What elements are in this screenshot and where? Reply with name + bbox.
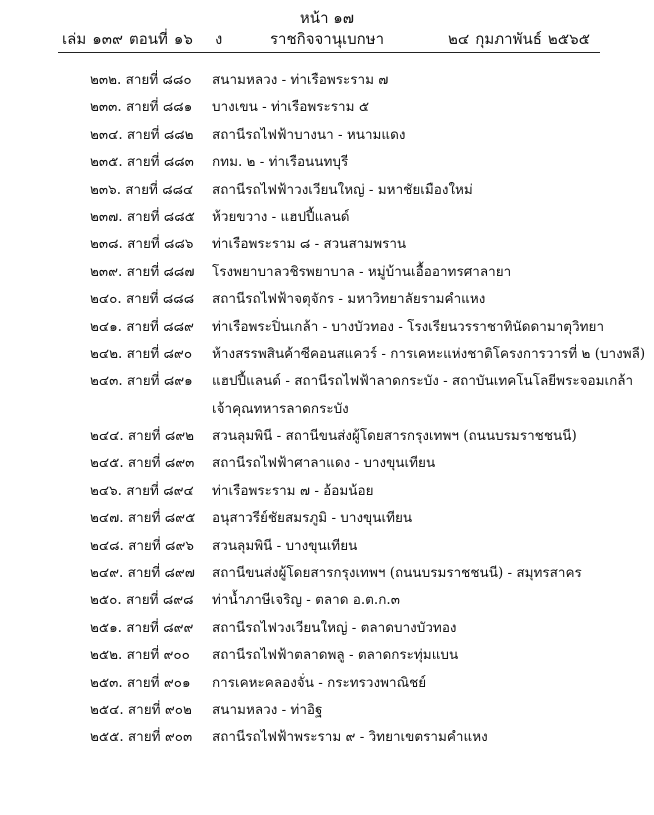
route-description-line: สนามหลวง - ท่าเรือพระราม ๗ xyxy=(212,72,389,88)
route-description xyxy=(212,177,612,204)
route-number: ๒๕๔. สายที่ ๙๐๒ xyxy=(90,702,192,718)
route-description-line: ห้วยขวาง - แฮปปี้แลนด์ xyxy=(212,208,350,225)
route-row xyxy=(0,67,654,94)
route-row xyxy=(0,314,654,341)
route-number: ๒๔๘. สายที่ ๘๙๖ xyxy=(90,537,194,554)
route-row xyxy=(0,478,654,505)
route-number: ๒๔๗. สายที่ ๘๙๕ xyxy=(90,510,196,527)
route-row xyxy=(0,286,654,313)
route-row xyxy=(0,587,654,614)
route-description xyxy=(212,122,612,149)
date-year: ๒๕๖๕ xyxy=(547,30,590,48)
route-number: ๒๕๕. สายที่ ๙๐๓ xyxy=(90,729,193,746)
route-row xyxy=(0,670,654,697)
route-description xyxy=(212,697,612,724)
route-row xyxy=(0,149,654,176)
route-number: ๒๓๖. สายที่ ๘๘๔ xyxy=(90,181,194,198)
route-description xyxy=(212,341,646,368)
route-description-line: ท่าเรือพระราม ๗ - อ้อมน้อย xyxy=(212,482,374,499)
route-description-line: ท่าเรือพระราม ๘ - สวนสามพราน xyxy=(212,236,407,253)
route-description-line: ห้างสรรพสินค้าซีคอนสแควร์ - การเคหะแห่งชาติโครงการวารที่ ๒ (บางพลี) xyxy=(212,345,646,362)
route-row xyxy=(0,231,654,258)
route-description-line: สวนลุมพินี - บางขุนเทียน xyxy=(212,537,358,554)
route-description-line: สถานีขนส่งผู้โดยสารกรุงเทพฯ (ถนนบรมราชชนนี) - สมุทรสาคร xyxy=(212,565,582,582)
route-description xyxy=(212,259,612,286)
route-description xyxy=(212,423,612,450)
route-description-line: โรงพยาบาลวชิรพยาบาล - หมู่บ้านเอื้ออาทรศาลายา xyxy=(212,263,512,280)
route-row xyxy=(0,122,654,149)
publication-title: ราชกิจจานุเบกษา xyxy=(269,30,385,48)
volume-number: ๑๓๙ xyxy=(92,30,123,48)
route-number: ๒๔๓. สายที่ ๘๙๑ xyxy=(90,373,193,390)
route-number: ๒๔๐. สายที่ ๘๘๘ xyxy=(90,291,195,308)
route-description xyxy=(212,94,612,121)
date-day: ๒๔ xyxy=(448,30,470,48)
route-description-line: สวนลุมพินี - สถานีขนส่งผู้โดยสารกรุงเทพฯ (ถนนบรมราชชนนี) xyxy=(212,428,577,445)
route-number: ๒๓๔. สายที่ ๘๘๒ xyxy=(90,126,194,143)
section-label: ตอนที่ xyxy=(128,30,168,48)
route-description xyxy=(212,615,612,642)
route-description xyxy=(212,642,612,669)
route-description-line: สถานีรถไฟวงเวียนใหญ่ - ตลาดบางบัวทอง xyxy=(212,619,457,636)
route-description xyxy=(212,478,612,505)
route-description-line: ท่าเรือพระปิ่นเกล้า - บางบัวทอง - โรงเรียนวรราชาทินัดดามาตุวิทยา xyxy=(212,318,605,335)
route-description xyxy=(212,670,612,697)
route-description xyxy=(212,314,612,341)
header-divider xyxy=(58,52,600,53)
route-description-line: สถานีรถไฟฟ้าวงเวียนใหญ่ - มหาชัยเมืองใหม่ xyxy=(212,181,473,198)
route-description xyxy=(212,533,612,560)
gazette-header xyxy=(0,28,654,50)
route-row xyxy=(0,204,654,231)
route-row xyxy=(0,423,654,450)
publication-date xyxy=(442,28,590,50)
section-number: ๑๖ xyxy=(173,30,193,48)
route-description-line: กทม. ๒ - ท่าเรือนนทบุรี xyxy=(212,154,349,171)
route-description xyxy=(212,450,612,477)
route-number: ๒๕๓. สายที่ ๙๐๑ xyxy=(90,674,191,691)
route-description-line: อนุสาวรีย์ชัยสมรภูมิ - บางขุนเทียน xyxy=(212,510,413,527)
route-number: ๒๓๕. สายที่ ๘๘๓ xyxy=(90,154,194,171)
route-description-line: บางเขน - ท่าเรือพระราม ๕ xyxy=(212,99,370,116)
route-row xyxy=(0,642,654,669)
route-number: ๒๔๙. สายที่ ๘๙๗ xyxy=(90,565,195,582)
route-description xyxy=(212,67,612,94)
route-row xyxy=(0,533,654,560)
route-row xyxy=(0,259,654,286)
route-row xyxy=(0,368,654,423)
route-number: ๒๓๗. สายที่ ๘๘๕ xyxy=(90,208,195,225)
route-number: ๒๕๐. สายที่ ๘๙๘ xyxy=(90,592,194,609)
route-description-line: การเคหะคลองจั่น - กระทรวงพาณิชย์ xyxy=(212,674,427,691)
route-description xyxy=(212,505,612,532)
route-description xyxy=(212,204,612,231)
route-row xyxy=(0,94,654,121)
route-description xyxy=(212,368,634,423)
route-number: ๒๓๓. สายที่ ๘๘๑ xyxy=(90,99,193,116)
route-number: ๒๔๕. สายที่ ๘๙๓ xyxy=(90,455,195,472)
route-description-line: สนามหลวง - ท่าอิฐ xyxy=(212,702,323,718)
route-description xyxy=(212,560,612,587)
route-description xyxy=(212,724,612,751)
route-description xyxy=(212,149,612,176)
route-description-line: สถานีรถไฟฟ้าศาลาแดง - บางขุนเทียน xyxy=(212,455,436,472)
route-description xyxy=(212,587,612,614)
route-row xyxy=(0,450,654,477)
route-number: ๒๔๑. สายที่ ๘๘๙ xyxy=(90,318,194,335)
route-description xyxy=(212,286,612,313)
page-number: หน้า ๑๗ xyxy=(299,9,355,27)
volume-label: เล่ม xyxy=(62,30,87,48)
route-description-line: สถานีรถไฟฟ้าบางนา - หนามแดง xyxy=(212,126,406,143)
route-description-line: แฮปปี้แลนด์ - สถานีรถไฟฟ้าลาดกระบัง - สถาบันเทคโนโลยีพระจอมเกล้า xyxy=(212,373,634,390)
route-number: ๒๓๒. สายที่ ๘๘๐ xyxy=(90,72,192,88)
route-row xyxy=(0,177,654,204)
route-description-line: สถานีรถไฟฟ้าพระราม ๙ - วิทยาเขตรามคำแหง xyxy=(212,729,488,746)
date-month: กุมภาพันธ์ xyxy=(475,30,542,48)
route-number: ๒๔๖. สายที่ ๘๙๔ xyxy=(90,482,194,499)
route-row xyxy=(0,341,654,368)
route-number: ๒๕๒. สายที่ ๙๐๐ xyxy=(90,647,190,664)
route-row xyxy=(0,724,654,751)
route-number: ๒๓๙. สายที่ ๘๘๗ xyxy=(90,263,195,280)
route-number: ๒๔๔. สายที่ ๘๙๒ xyxy=(90,428,195,445)
route-number: ๒๔๒. สายที่ ๘๙๐ xyxy=(90,345,193,362)
route-row xyxy=(0,505,654,532)
route-number: ๒๕๑. สายที่ ๘๙๙ xyxy=(90,619,194,636)
route-row xyxy=(0,560,654,587)
route-description xyxy=(212,231,612,258)
route-list xyxy=(0,67,654,752)
section-type: ง xyxy=(214,30,223,48)
route-description-line: สถานีรถไฟฟ้าตลาดพลู - ตลาดกระทุ่มแบน xyxy=(212,647,459,664)
route-description-line: เจ้าคุณทหารลาดกระบัง xyxy=(212,400,349,417)
route-number: ๒๓๘. สายที่ ๘๘๖ xyxy=(90,236,194,253)
route-row xyxy=(0,615,654,642)
route-row xyxy=(0,697,654,724)
route-description-line: ท่าน้ำภาษีเจริญ - ตลาด อ.ต.ก.๓ xyxy=(212,592,400,609)
route-description-line: สถานีรถไฟฟ้าจตุจักร - มหาวิทยาลัยรามคำแหง xyxy=(212,291,486,308)
